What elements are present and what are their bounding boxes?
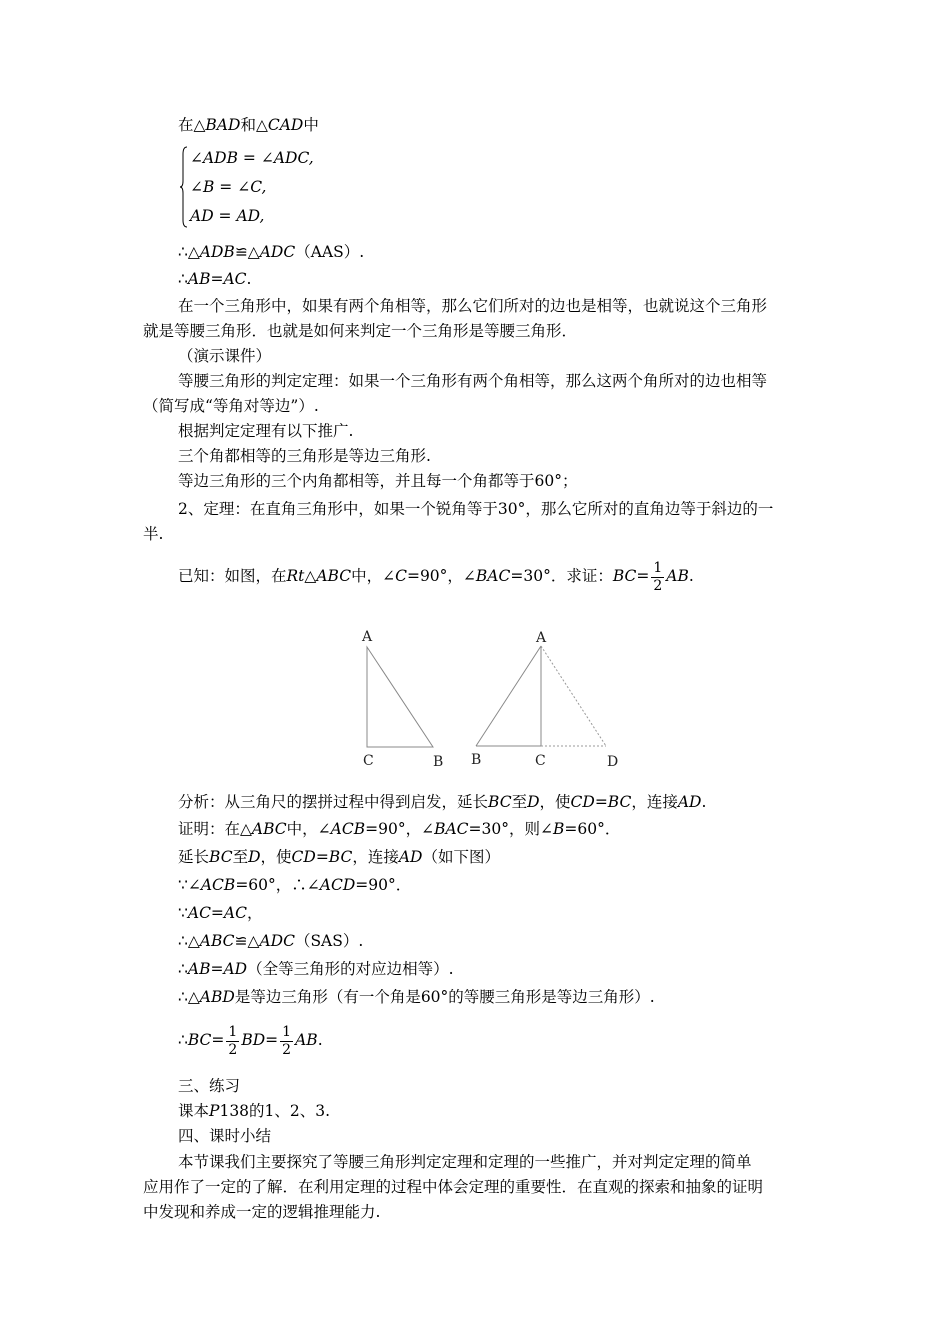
system-line-3: AD = AD, <box>190 207 265 225</box>
summary-line-3: 中发现和养成一定的逻辑推理能力. <box>143 1203 381 1221</box>
corollary-1: 三个角都相等的三角形是等边三角形. <box>178 447 431 465</box>
proof-line-1: 证明：在△ABC中，∠ACB=90°，∠BAC=30°，则∠B=60°． <box>178 820 621 838</box>
summary-line-2: 应用作了一定的了解．在利用定理的过程中体会定理的重要性．在直观的探索和抽象的证明 <box>143 1178 764 1196</box>
label-right-a: A <box>536 630 547 646</box>
label-right-c: C <box>535 753 546 769</box>
demo-note: （演示课件） <box>178 347 272 365</box>
label-right-d: D <box>607 754 619 770</box>
label-right-b: B <box>471 752 482 768</box>
theorem2-line-1: 2、定理：在直角三角形中，如果一个锐角等于30°，那么它所对的直角边等于斜边的一 <box>178 500 774 518</box>
fraction-one-half-2: $\frac{1}{2}$ <box>282 1023 292 1058</box>
fraction-one-half-1: $\frac{1}{2}$ <box>228 1023 238 1058</box>
proof-line-3: ∵∠ACB=60°，∴∠ACD=90°． <box>178 876 412 894</box>
left-triangle <box>361 629 443 770</box>
given-line: 已知：如图，在Rt△ABC中，∠C=90°，∠BAC=30°．求证：BC= $\frac{1}{2}$ AB. <box>178 559 694 594</box>
paragraph-1-line-2: 就是等腰三角形．也就是如何来判定一个三角形是等腰三角形． <box>143 322 578 340</box>
theorem-line-2: （简写成“等角对等边”）. <box>143 397 319 415</box>
system-brace <box>180 146 188 228</box>
paragraph-1-line-1: 在一个三角形中，如果有两个角相等，那么它们所对的边也是相等，也就说这个三角形 <box>178 297 768 315</box>
theorem-line-1: 等腰三角形的判定定理：如果一个三角形有两个角相等，那么这两个角所对的边也相等 <box>178 372 768 390</box>
right-triangle <box>471 630 618 770</box>
label-left-a: A <box>362 629 373 645</box>
proof-line-5: ∴△ABC≌△ADC（SAS）. <box>178 932 364 950</box>
proof-line-6: ∴AB=AD（全等三角形的对应边相等）. <box>178 960 454 978</box>
label-left-b: B <box>433 754 444 770</box>
conclusion-congruent: ∴△ADB≌△ADC（AAS）. <box>178 243 365 261</box>
summary-line-1: 本节课我们主要探究了等腰三角形判定定理和定理的一些推广，并对判定定理的简单 <box>178 1153 752 1171</box>
section-exercise-heading: 三、练习 <box>178 1077 241 1095</box>
analysis-line: 分析：从三角尺的摆拼过程中得到启发，延长BC至D，使CD=BC，连接AD. <box>178 793 707 811</box>
proof-line-8: ∴BC= $\frac{1}{2}$ BD= $\frac{1}{2}$ AB. <box>178 1023 323 1058</box>
theorem2-line-2: 半. <box>143 525 164 543</box>
conclusion-ab-ac: ∴AB=AC. <box>178 270 252 288</box>
intro-line: 在△BAD和△CAD中 <box>178 116 319 134</box>
triangle-figure <box>350 620 630 780</box>
proof-line-4: ∵AC=AC， <box>178 904 263 922</box>
proof-line-2: 延长BC至D，使CD=BC，连接AD（如下图） <box>178 848 500 866</box>
corollary-2: 等边三角形的三个内角都相等，并且每一个角都等于60°； <box>178 472 578 490</box>
exercise-line: 课本P138的1、2、3. <box>178 1102 331 1120</box>
system-line-1: ∠ADB = ∠ADC, <box>190 149 314 167</box>
section-summary-heading: 四、课时小结 <box>178 1127 272 1145</box>
proof-line-7: ∴△ABD是等边三角形（有一个角是60°的等腰三角形是等边三角形）. <box>178 988 655 1006</box>
system-line-2: ∠B = ∠C, <box>190 178 267 196</box>
label-left-c: C <box>363 753 374 769</box>
corollary-intro: 根据判定定理有以下推广. <box>178 422 354 440</box>
fraction-one-half: $\frac{1}{2}$ <box>653 559 663 594</box>
